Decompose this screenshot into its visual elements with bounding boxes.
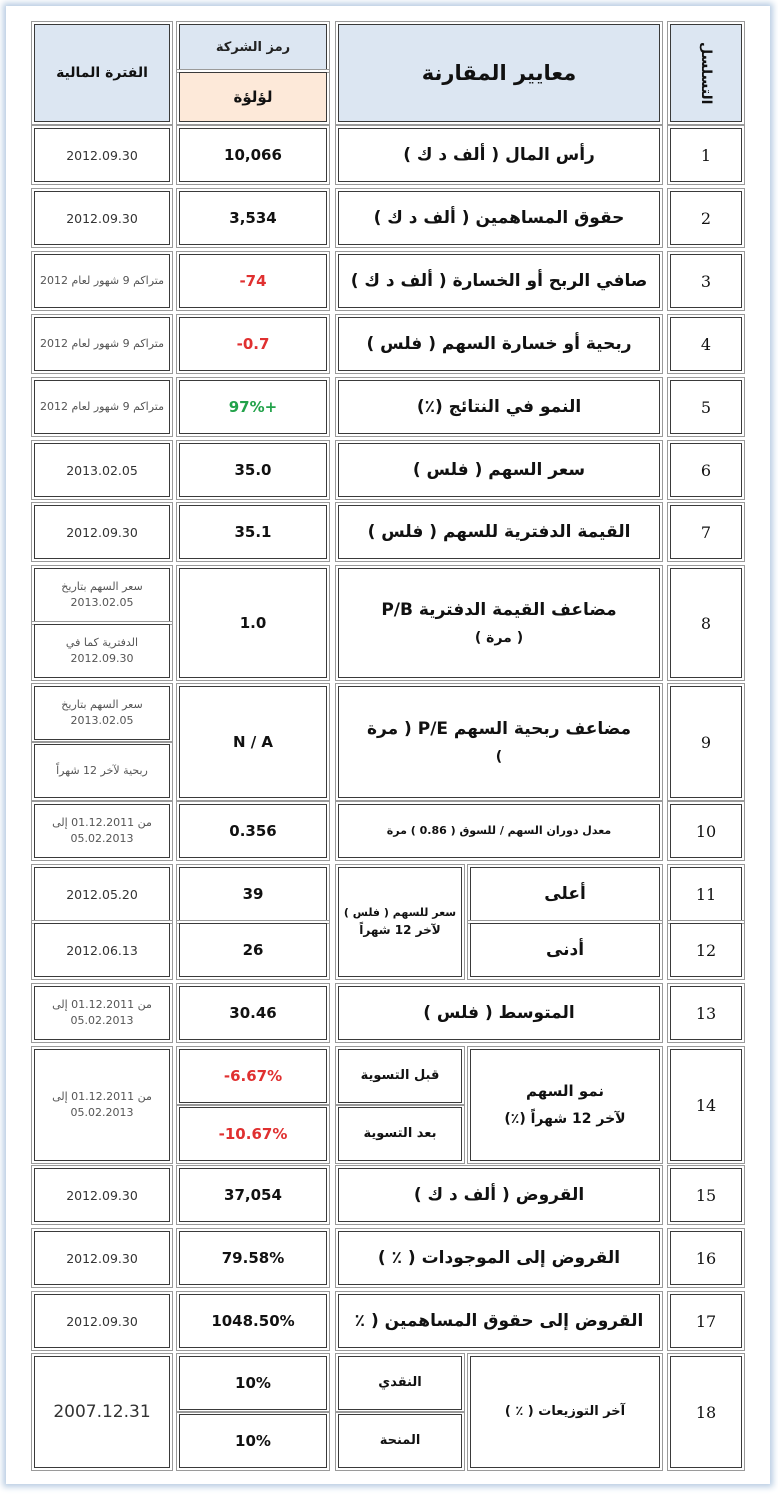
row-13-value: 30.46 <box>179 986 327 1040</box>
price-group-label <box>338 867 462 977</box>
row-3-serial: 3 <box>670 254 742 308</box>
row-8-period-top: سعر السهم بتاريخ 2013.02.05 <box>34 568 170 622</box>
row-7-period: 2012.09.30 <box>34 505 170 559</box>
row-5-period: متراكم 9 شهور لعام 2012 <box>34 380 170 434</box>
row-4-value: -0.7 <box>179 317 327 371</box>
header-criteria: معايير المقارنة <box>338 24 660 122</box>
row-15-criterion: القروض ( ألف د ك ) <box>338 1168 660 1222</box>
row-9-criterion <box>338 686 660 798</box>
row-13-period: من 01.12.2011 إلى 05.02.2013 <box>34 986 170 1040</box>
row-8-serial: 8 <box>670 568 742 678</box>
row-18-value-bonus: 10% <box>179 1414 327 1468</box>
row-2-serial: 2 <box>670 191 742 245</box>
row-4-criterion: ربحية أو خسارة السهم ( فلس ) <box>338 317 660 371</box>
row-12-value: 26 <box>179 923 327 977</box>
row-7-criterion: القيمة الدفترية للسهم ( فلس ) <box>338 505 660 559</box>
price-group-line1: سعر للسهم ( فلس ) <box>343 905 457 919</box>
row-11-period: 2012.05.20 <box>34 867 170 921</box>
row-17-period: 2012.09.30 <box>34 1294 170 1348</box>
row-10-serial: 10 <box>670 804 742 858</box>
row-4-serial: 4 <box>670 317 742 371</box>
row-6-serial: 6 <box>670 443 742 497</box>
row-11-serial: 11 <box>670 867 742 921</box>
row-16-serial: 16 <box>670 1231 742 1285</box>
header-company-code: رمز الشركة <box>179 24 327 70</box>
row-16-value: 79.58% <box>179 1231 327 1285</box>
row-8-criterion <box>338 568 660 678</box>
row-12-criterion: أدنى <box>470 923 660 977</box>
row-18-period: 2007.12.31 <box>34 1356 170 1468</box>
row-1-criterion: رأس المال ( ألف د ك ) <box>338 128 660 182</box>
row-8-period-bottom: الدفترية كما في 2012.09.30 <box>34 624 170 678</box>
row-18-bonus-label: المنحة <box>338 1414 462 1468</box>
header-company-name: لؤلؤة <box>179 72 327 122</box>
row-10-criterion: معدل دوران السهم / للسوق ( 0.86 ) مرة <box>338 804 660 858</box>
row-3-period: متراكم 9 شهور لعام 2012 <box>34 254 170 308</box>
row-4-period: متراكم 9 شهور لعام 2012 <box>34 317 170 371</box>
header-period: الفترة المالية <box>34 24 170 122</box>
row-2-value: 3,534 <box>179 191 327 245</box>
row-17-value: 1048.50% <box>179 1294 327 1348</box>
row-2-period: 2012.09.30 <box>34 191 170 245</box>
row-14-criterion-line1: نمو السهم <box>525 1082 605 1101</box>
row-13-criterion: المتوسط ( فلس ) <box>338 986 660 1040</box>
row-17-serial: 17 <box>670 1294 742 1348</box>
row-5-value: 97%+ <box>179 380 327 434</box>
row-14-value-before: -6.67% <box>179 1049 327 1103</box>
row-6-value: 35.0 <box>179 443 327 497</box>
row-2-criterion: حقوق المساهمين ( ألف د ك ) <box>338 191 660 245</box>
row-5-serial: 5 <box>670 380 742 434</box>
row-8-criterion-line1: مضاعف القيمة الدفترية P/B <box>381 600 617 621</box>
row-6-period: 2013.02.05 <box>34 443 170 497</box>
row-9-serial: 9 <box>670 686 742 798</box>
row-9-period-bottom: ربحية لآخر 12 شهراً <box>34 744 170 798</box>
row-15-period: 2012.09.30 <box>34 1168 170 1222</box>
row-18-criterion: آخر التوزيعات ( ٪ ) <box>470 1356 660 1468</box>
row-12-serial: 12 <box>670 923 742 977</box>
row-14-period: من 01.12.2011 إلى 05.02.2013 <box>34 1049 170 1161</box>
row-18-value-cash: 10% <box>179 1356 327 1410</box>
price-group-line2: لآخر 12 شهراً <box>359 923 441 938</box>
row-14-after-label: بعد التسوية <box>338 1107 462 1161</box>
row-16-criterion: القروض إلى الموجودات ( ٪ ) <box>338 1231 660 1285</box>
row-11-value: 39 <box>179 867 327 921</box>
row-6-criterion: سعر السهم ( فلس ) <box>338 443 660 497</box>
row-14-criterion <box>470 1049 660 1161</box>
row-18-serial: 18 <box>670 1356 742 1468</box>
row-17-criterion: القروض إلى حقوق المساهمين ( ٪ <box>338 1294 660 1348</box>
row-15-serial: 15 <box>670 1168 742 1222</box>
row-13-serial: 13 <box>670 986 742 1040</box>
row-1-value: 10,066 <box>179 128 327 182</box>
row-3-criterion: صافي الربح أو الخسارة ( ألف د ك ) <box>338 254 660 308</box>
row-14-criterion-line2: لآخر 12 شهراً (٪) <box>504 1110 626 1127</box>
row-9-criterion-line2: ) <box>495 748 503 765</box>
row-7-value: 35.1 <box>179 505 327 559</box>
row-1-period: 2012.09.30 <box>34 128 170 182</box>
row-11-criterion: أعلى <box>470 867 660 921</box>
row-1-serial: 1 <box>670 128 742 182</box>
row-12-period: 2012.06.13 <box>34 923 170 977</box>
row-7-serial: 7 <box>670 505 742 559</box>
header-serial: التسلسل <box>670 24 742 122</box>
comparison-sheet <box>6 6 770 1484</box>
row-9-period-top: سعر السهم بتاريخ 2013.02.05 <box>34 686 170 740</box>
row-9-value: N / A <box>179 686 327 798</box>
row-8-criterion-line2: ( مرة ) <box>474 629 524 646</box>
row-3-value: -74 <box>179 254 327 308</box>
row-15-value: 37,054 <box>179 1168 327 1222</box>
row-9-criterion-line1: مضاعف ربحية السهم P/E ( مرة <box>366 719 632 740</box>
row-16-period: 2012.09.30 <box>34 1231 170 1285</box>
row-14-value-after: -10.67% <box>179 1107 327 1161</box>
row-14-before-label: قبل التسوية <box>338 1049 462 1103</box>
row-8-value: 1.0 <box>179 568 327 678</box>
row-14-serial: 14 <box>670 1049 742 1161</box>
row-5-criterion: النمو في النتائج (٪) <box>338 380 660 434</box>
row-10-value: 0.356 <box>179 804 327 858</box>
row-18-cash-label: النقدي <box>338 1356 462 1410</box>
row-10-period: من 01.12.2011 إلى 05.02.2013 <box>34 804 170 858</box>
